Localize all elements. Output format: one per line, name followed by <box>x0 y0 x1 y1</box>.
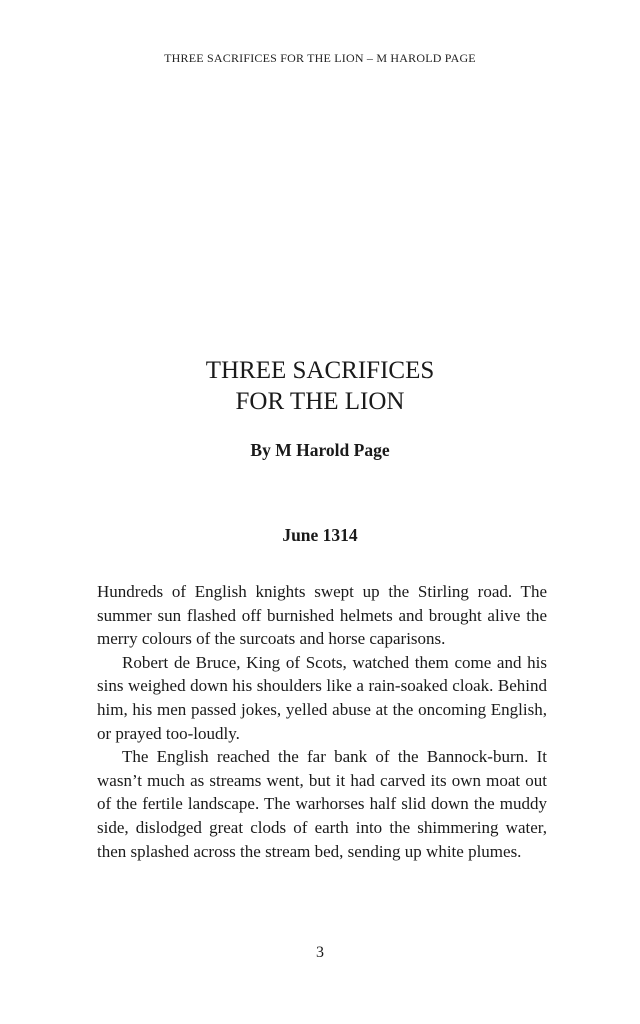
story-title-line-2: FOR THE LION <box>235 388 405 415</box>
story-title-line-1: THREE SACRIFICES <box>205 357 435 384</box>
paragraph-3: The English reached the far bank of the Bannock-burn. It wasn’t much as streams went, but it had carved its own moat out of the fertile landscape. The warhorses half slid down the muddy side, dislodged great clods of earth into the shimmering water, then splashed across the stream bed, sending up white plumes. <box>97 747 547 861</box>
paragraph-1: Hundreds of English knights swept up the Stirling road. The summer sun flashed off burnished helmets and brought alive the merry colours of the surcoats and horse caparisons. <box>97 582 547 649</box>
running-header: THREE SACRIFICES FOR THE LION – M HAROLD PAGE <box>164 51 476 65</box>
author-byline: By M Harold Page <box>250 440 390 460</box>
paragraph-2: Robert de Bruce, King of Scots, watched them come and his sins weighed down his shoulders like a rain-soaked cloak. Behind him, his men passed jokes, yelled abuse at the oncoming English, or prayed too-loudly. <box>97 652 547 743</box>
section-dateline: June 1314 <box>282 525 358 545</box>
page-number: 3 <box>316 944 324 961</box>
body-text <box>97 580 547 863</box>
story-title <box>0 355 640 417</box>
